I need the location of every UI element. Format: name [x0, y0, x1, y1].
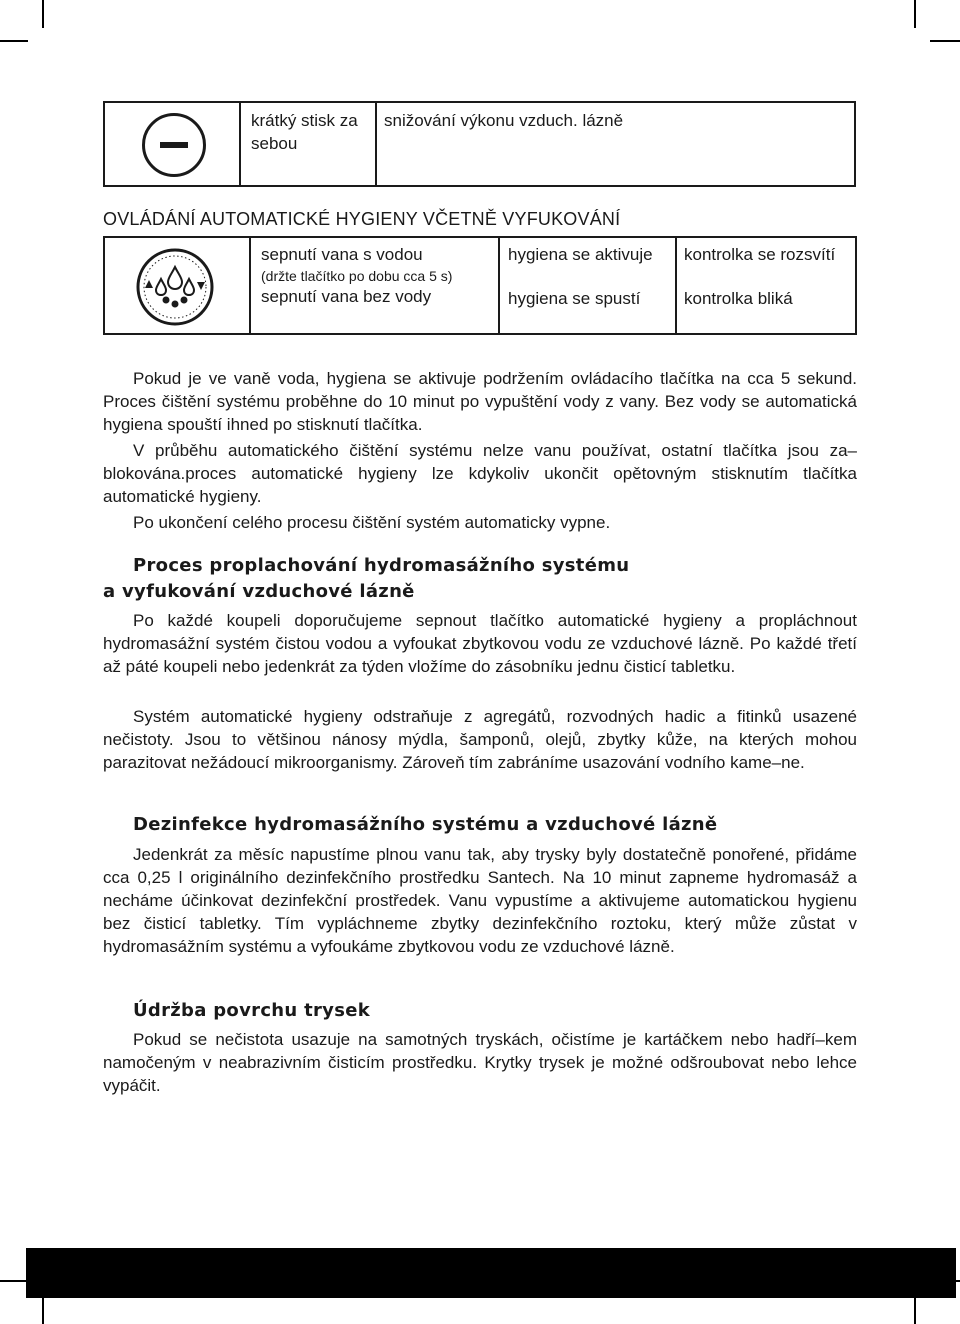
row1-note: (držte tlačítko po dobu cca 5 s)	[261, 268, 453, 284]
button-function-table	[103, 101, 856, 187]
paragraph-hygiene-activation: Pokud je ve vaně voda, hygiena se aktivuje podržením ovládacího tlačítka na cca 5 sekund. Proces čištění systému proběhne do 10 minut po vypuštění vody z vany. Bez vody se automatická hygiena spouští ihned po stisknutí tlačítka.	[103, 369, 857, 434]
paragraph-disinfection: Jedenkrát za měsíc napustíme plnou vanu tak, aby trysky byly dostatečně ponořené, přidáme cca 0,25 l originálního dezinfekčního prostředku Santech. Na 10 minut zapneme hydromasáž a necháme účinkovat dezinfekční prostředek. Vanu vypustíme a aktivujeme automatickou hygienu bez čisticí tabletky. Tím vypláchneme zbytky dezinfekčního roztoku, který může zůstat v hydromasážním systému a vyfoukáme zbytkovou vodu ze vzduchové lázně.	[103, 845, 857, 956]
indicator-cell	[677, 238, 855, 333]
crop-mark-top-right-h	[930, 40, 960, 42]
heading-flushing	[103, 553, 629, 605]
section-title: OVLÁDÁNÍ AUTOMATICKÉ HYGIENY VČETNĚ VYFUKOVÁNÍ	[103, 209, 621, 229]
row2-result: hygiena se spustí	[508, 289, 641, 308]
crop-mark-top-left-v	[42, 0, 44, 28]
paragraph-nozzle-maintenance: Pokud se nečistota usazuje na samotných tryskách, očistíme je kartáčkem nebo hadří–kem namočeným v neabrazivním čisticím prostředku. Krytky trysek je možné odšroubovat nebo lehce vypáčit.	[103, 1030, 857, 1095]
action-cell: krátký stisk za sebou	[241, 103, 377, 185]
heading-flushing-line2: a vyfukování vzduchové lázně	[103, 581, 415, 602]
result-cell	[500, 238, 677, 333]
crop-mark-bottom-right-v	[914, 1296, 916, 1324]
crop-mark-top-right-v	[914, 0, 916, 28]
row1-action: sepnutí vana s vodou	[261, 245, 423, 264]
crop-mark-bottom-right-h	[930, 1280, 960, 1282]
minus-icon	[142, 113, 206, 177]
paragraph-hygiene-end: Po ukončení celého procesu čištění systém automaticky vypne.	[133, 513, 611, 532]
crop-mark-top-left-h	[0, 40, 28, 42]
paragraph-deposits: Systém automatické hygieny odstraňuje z agregátů, rozvodných hadic a fitinků usazené nečistoty. Jsou to většinou nánosy mýdla, šamponů, olejů, zbytky kůže, na kterých mohou parazitovat nežádoucí mikroorganismy. Zároveň tím zabráníme usazování vodního kame–ne.	[103, 707, 857, 772]
footer-bar	[26, 1248, 956, 1298]
hygiene-control-table	[103, 236, 857, 335]
row1-indicator: kontrolka se rozsvítí	[684, 245, 836, 264]
crop-mark-bottom-left-v	[42, 1296, 44, 1324]
action-cell	[251, 238, 500, 333]
heading-nozzle-maintenance: Údržba povrchu trysek	[133, 1000, 370, 1021]
hygiene-drops-icon	[135, 247, 215, 327]
result-cell: snižování výkonu vzduch. lázně	[384, 111, 624, 130]
row1-result: hygiena se aktivuje	[508, 245, 653, 264]
row2-indicator: kontrolka bliká	[684, 289, 793, 308]
paragraph-flushing: Po každé koupeli doporučujeme sepnout tlačítko automatické hygieny a propláchnout hydromasážní systém čistou vodou a vyfoukat zbytkovou vodu ze vzduchové lázně. Po každé třetí až páté koupeli nebo jedenkrát za týden vložíme do zásobníku jednu čisticí tabletku.	[103, 611, 857, 676]
row2-action: sepnutí vana bez vody	[261, 287, 432, 306]
heading-disinfection: Dezinfekce hydromasážního systému a vzduchové lázně	[133, 814, 718, 835]
heading-flushing-line1: Proces proplachování hydromasážního systému	[133, 555, 630, 576]
icon-cell	[105, 103, 241, 185]
icon-cell	[105, 238, 251, 333]
crop-mark-bottom-left-h	[0, 1280, 28, 1282]
paragraph-hygiene-running: V průběhu automatického čištění systému nelze vanu používat, ostatní tlačítka jsou za–blokována.proces automatické hygieny lze kdykoliv ukončit opětovným stisknutím tlačítka automatické hygieny.	[103, 441, 857, 506]
